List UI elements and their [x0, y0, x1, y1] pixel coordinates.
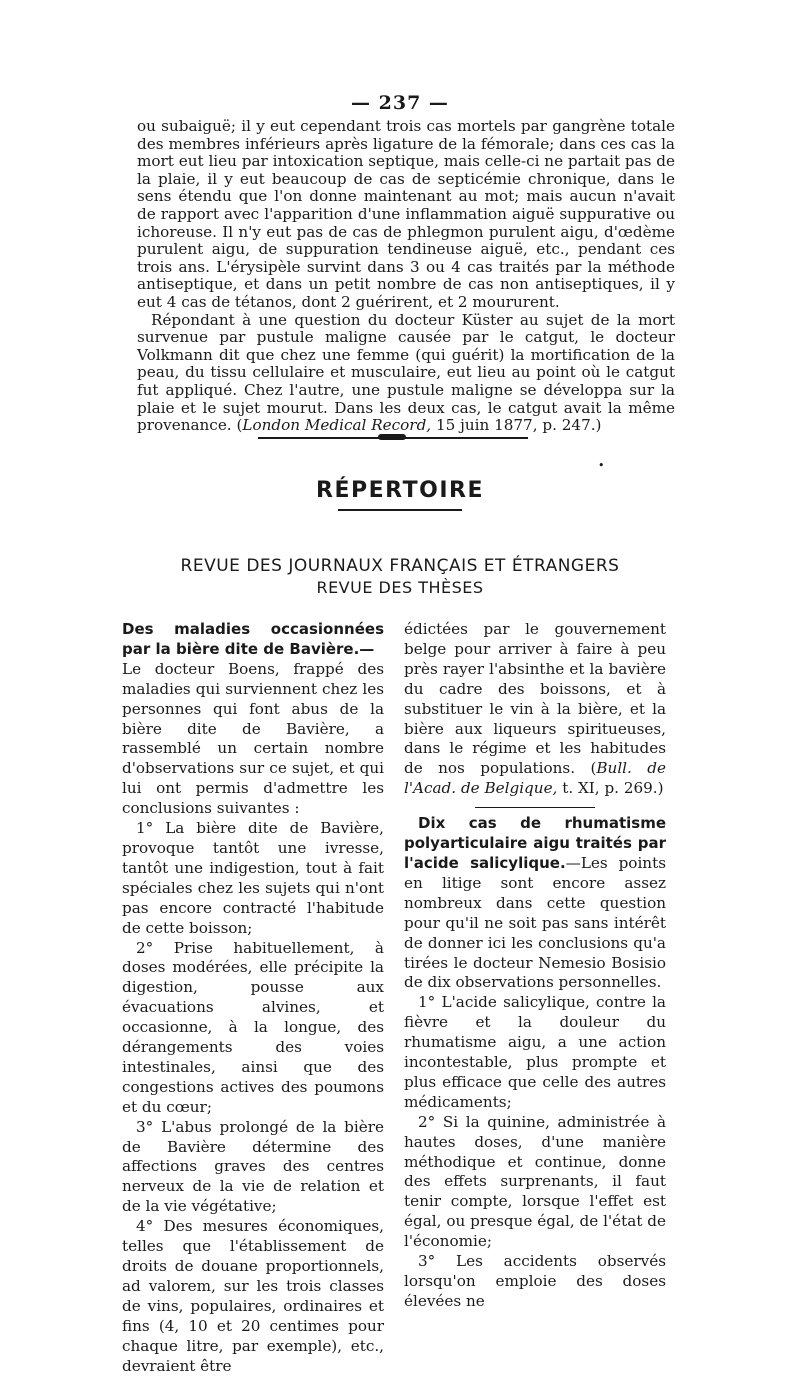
left-column [122, 620, 384, 1376]
article-title-rhumatisme: Dix cas de rhumatisme polyarticulaire aigu traités par l'acide salicylique. [404, 814, 666, 872]
article-item-4: 4° Des mesures économiques, telles que l'établissement de droits de douane proportionnels, ad valorem, sur les trois classes de vins, populaires, ordinaires et fins (4, 10 et 20 centimes pour chaque litre, par exemple), etc., devraient être [122, 1217, 384, 1375]
article-r-item-2: 2° Si la quinine, administrée à hautes doses, d'une manière méthodique et continue, donne des effets surprenants, il faut tenir compte, lorsque l'effet est égal, ou presque égal, de l'état de l'économie; [404, 1112, 666, 1251]
star-mark: • [598, 459, 605, 472]
section-title: RÉPERTOIRE [316, 478, 484, 503]
right-column [404, 620, 666, 1312]
article-item-1: 1° La bière dite de Bavière, provoque tantôt une ivresse, tantôt une indigestion, tout à fait spéciales chez les sujets qui n'ont pas encore contracté l'habitude de cette boisson; [122, 819, 384, 937]
article-r-item-3: 3° Les accidents observés lorsqu'on emploie des doses élevées ne [404, 1252, 666, 1310]
article-r-item-1: 1° L'acide salicylique, contre la fièvre et la douleur du rhumatisme aigu, a une action incontestable, plus prompte et plus efficace que celle des autres médicaments; [404, 993, 666, 1111]
ornamental-rule [258, 437, 528, 439]
top-text-block [137, 118, 675, 435]
paragraph-2: Répondant à une question du docteur Küster au sujet de la mort survenue par pustule maligne causée par le catgut, le docteur Volkmann dit que chez une femme (qui guérit) la mortification de la peau, du tissu cellulaire et musculaire, eut lieu au point où le catgut fut appliqué. Chez l'autre, une pustule maligne se développa sur la plaie et le sujet mourut. Dans les deux cas, le catgut avait la même provenance. (London Medical Record, 15 juin 1877, p. 247.) [137, 310, 675, 435]
article-title-biere: Des maladies occasionnées par la bière dite de Bavière.— [122, 620, 384, 658]
article-rhumatisme: Dix cas de rhumatisme polyarticulaire aigu traités par l'acide salicylique.—Les points en litige sont encore assez nombreux dans cette question pour qu'il ne soit pas sans intérêt de donner ici les conclusions qu'a tirées le docteur Nemesio Bosisio de dix observations personnelles. [404, 814, 666, 992]
paragraph-1: ou subaiguë; il y eut cependant trois cas mortels par gangrène totale des membres inférieurs après ligature de la fémorale; dans ces cas la mort eut lieu par intoxication septique, mais celle-ci ne partait pas de la plaie, il y eut beaucoup de cas de septicémie chronique, dans le sens étendu que l'on donne maintenant au mot; mais aucun n'avait de rapport avec l'apparition d'une inflammation aiguë suppurative ou ichoreuse. Il n'y eut pas de cas de phlegmon purulent aigu, d'œdème purulent aigu, de suppuration tendineuse aiguë, etc., pendant ces trois ans. L'érysipèle survint dans 3 ou 4 cas traités par la méthode antiseptique, et dans un petit nombre de cas non antiseptiques, il y eut 4 cas de tétanos, dont 2 guérirent, et 2 moururent. [137, 117, 675, 311]
article-intro-biere: Le docteur Boens, frappé des maladies qui surviennent chez les personnes qui font abus de la bière dite de Bavière, a rassemblé un certain nombre d'observations sur ce sujet, et qui lui ont permis d'admettre les conclusions suivantes : [122, 659, 384, 818]
page-number: — 237 — [351, 92, 449, 114]
article-item-2: 2° Prise habituellement, à doses modérées, elle précipite la digestion, pousse aux évacuations alvines, et occasionne, à la longue, des dérangements des voies intestinales, ainsi que des congestions actives des poumons et du cœur; [122, 938, 384, 1116]
column-divider-rule [475, 807, 595, 808]
section-subtitle-theses: REVUE DES THÈSES [316, 578, 484, 597]
section-subtitle-journals: REVUE DES JOURNAUX FRANÇAIS ET ÉTRANGERS [180, 556, 620, 576]
article-continuation: édictées par le gouvernement belge pour arriver à faire à peu près rayer l'absinthe et la bavière du cadre des boissons, et à substituer le vin à la bière, et la bière aux liqueurs spiritueuses, dans le régime et les habitudes de nos populations. (Bull. de l'Acad. de Belgique, t. XI, p. 269.) [404, 620, 666, 798]
section-title-underline [338, 509, 462, 511]
article-item-3: 3° L'abus prolongé de la bière de Bavière détermine des affections graves des centres nerveux de la vie de relation et de la vie végétative; [122, 1117, 384, 1216]
